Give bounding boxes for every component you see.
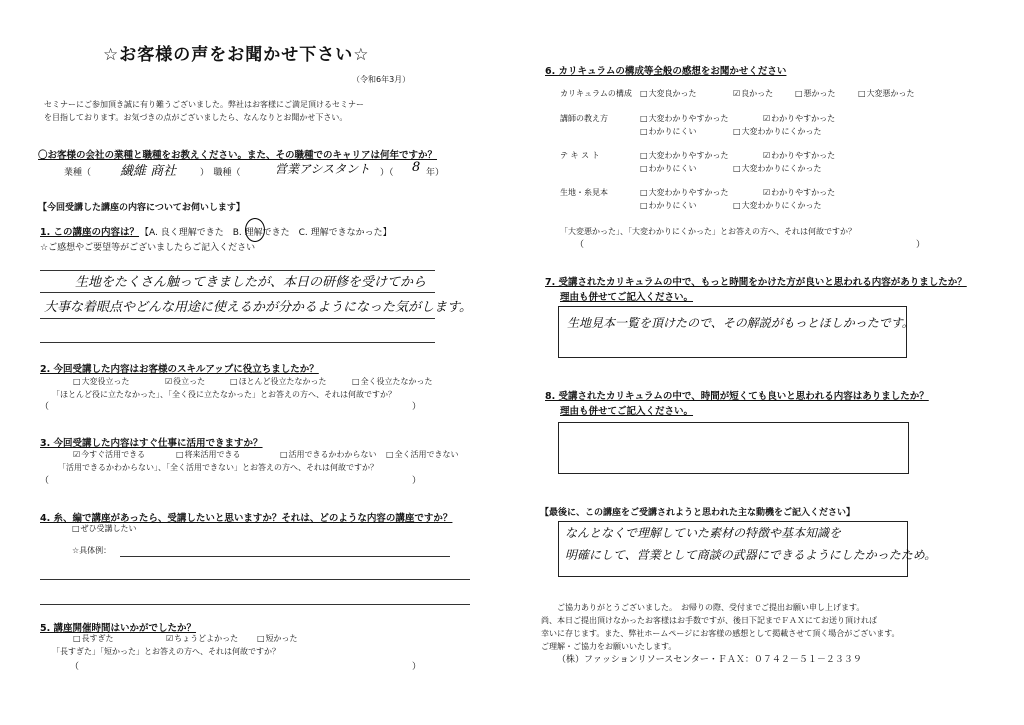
q5-opt-2[interactable]: ☑ ちょうどよかった — [166, 633, 238, 644]
job-value[interactable]: 営業アシスタント — [275, 162, 371, 176]
q6-row-2-opt-2[interactable]: ☑ わかりやすかった — [763, 113, 835, 124]
q4-line-2 — [40, 579, 470, 580]
final-answer-2[interactable]: 明確にして、営業として商談の武器にできるようにしたかったため。 — [565, 548, 937, 562]
q3-opt-2[interactable]: □ 将来活用できる — [176, 449, 241, 460]
q6-row-2-opt-3[interactable]: □ わかりにくい — [640, 126, 697, 137]
q8-sub: 理由も併せてご記入ください。 — [560, 406, 694, 417]
q7-title: 7. 受講されたカリキュラムの中で、もっと時間をかけた方が良いと思われる内容がありましたか？ — [545, 277, 967, 288]
q6-title: 6. カリキュラムの構成等全般の感想をお聞かせください — [545, 66, 787, 77]
q2-paren-close: ） — [412, 402, 422, 412]
q6-row-3-opt-3[interactable]: □ わかりにくい — [640, 163, 697, 174]
q5-title: 5. 講座開催時間はいかがでしたか？ — [40, 623, 197, 634]
q3-opt-1[interactable]: ☑ 今すぐ活用できる — [73, 449, 145, 460]
q6-row-4-opt-2[interactable]: ☑ わかりやすかった — [763, 187, 835, 198]
q3-title: 3. 今回受講した内容はすぐ仕事に活用できますか？ — [40, 438, 263, 449]
q6-row-1-opt-1[interactable]: □ 大変良かった — [640, 88, 697, 99]
q7-answer[interactable]: 生地見本一覧を頂けたので、その解説がもっとほしかったです。 — [567, 316, 914, 330]
q1-title: 1. この講座の内容は？ — [40, 227, 140, 238]
industry-label: 業種（ — [64, 168, 92, 178]
q2-paren-open: （ — [40, 402, 50, 412]
q2-opt-2[interactable]: ☑ 役立った — [165, 376, 205, 387]
q6-row-2-label: 講師の教え方 — [560, 114, 608, 123]
date-label: （令和6年3月） — [352, 75, 411, 84]
footer-company: （株）ファッションリソースセンター・ＦＡＸ：０７４２－５１－２３３９ — [557, 655, 862, 665]
final-answer-1[interactable]: なんとなくで理解していた素材の特徴や基本知識を — [565, 526, 842, 540]
q1-line-4 — [40, 342, 435, 343]
q6-row-3-opt-4[interactable]: □ 大変わかりにくかった — [733, 163, 822, 174]
q5-paren-close: ） — [412, 662, 422, 672]
q6-row-3-opt-1[interactable]: □ 大変わかりやすかった — [640, 150, 729, 161]
footer-line-2: 尚、本日ご提出頂けなかったお客様はお手数ですが、後日下記までＦＡＸにてお送り頂ければ — [541, 616, 877, 625]
q6-row-4-opt-4[interactable]: □ 大変わかりにくかった — [733, 200, 822, 211]
q3-paren-close: ） — [412, 476, 422, 486]
q3-opt-3[interactable]: □ 活用できるかわからない — [280, 449, 377, 460]
q6-row-1-label: カリキュラムの構成 — [560, 89, 632, 98]
q1-answer-1[interactable]: 生地をたくさん触ってきましたが、本日の研修を受けてから — [75, 275, 427, 290]
final-title: 【最後に、この講座をご受講されようと思われた主な動機をご記入ください】 — [540, 508, 856, 518]
q6-paren-close: ） — [916, 240, 926, 250]
q6-row-4-opt-1[interactable]: □ 大変わかりやすかった — [640, 187, 729, 198]
q5-opt-1[interactable]: □ 長すぎた — [73, 633, 114, 644]
q6-row-3-opt-2[interactable]: ☑ わかりやすかった — [763, 150, 835, 161]
q6-row-2-opt-1[interactable]: □ 大変わかりやすかった — [640, 113, 729, 124]
q3-paren-open: （ — [40, 476, 50, 486]
intro-line-1: セミナーにご参加頂き誠に有り難うございました。弊社はお客様にご満足頂けるセミナー — [44, 100, 364, 109]
q6-row-1-opt-2[interactable]: ☑ 良かった — [733, 88, 773, 99]
q6-row-4-label: 生地・糸見本 — [560, 188, 608, 197]
q6-row-1-opt-4[interactable]: □ 大変悪かった — [858, 88, 915, 99]
q5-paren-open: （ — [70, 662, 80, 672]
years-label: ）（ — [380, 168, 394, 178]
q5-opt-3[interactable]: □ 短かった — [257, 633, 298, 644]
q6-row-2-opt-4[interactable]: □ 大変わかりにくかった — [733, 126, 822, 137]
q6-reason: 「大変悪かった」、「大変わかりにくかった」とお答えの方へ、それは何故ですか？ — [560, 227, 856, 236]
footer-line-1: ご協力ありがとうございました。 お帰りの際、受付までご提出お願い申し上げます。 — [557, 603, 865, 612]
q4-line-1 — [120, 556, 450, 557]
intro-line-2: を目指しております。お気づきの点がございましたら、なんなりとお聞かせ下さい。 — [44, 113, 348, 122]
q8-answer-box[interactable] — [558, 422, 909, 474]
q2-opt-3[interactable]: □ ほとんど役立たなかった — [230, 376, 327, 387]
q1-line-3 — [40, 318, 435, 319]
q2-opt-1[interactable]: □ 大変役立った — [73, 376, 130, 387]
q1-line-2 — [40, 292, 435, 293]
q1-answer-2[interactable]: 大事な着眼点やどんな用途に使えるかが分かるようになった気がします。 — [44, 300, 472, 315]
q5-reason: 「長すぎた」「短かった」とお答えの方へ、それは何故ですか？ — [52, 647, 280, 656]
q6-paren-open: （ — [575, 240, 585, 250]
q6-row-1-opt-3[interactable]: □ 悪かった — [795, 88, 836, 99]
q3-opt-4[interactable]: □ 全く活用できない — [386, 449, 459, 460]
years-unit: 年） — [426, 168, 445, 178]
q1-selected-circle — [245, 218, 265, 242]
q2-opt-4[interactable]: □ 全く役立たなかった — [352, 376, 433, 387]
q7-sub: 理由も併せてご記入ください。 — [560, 292, 694, 303]
job-label: ） 職種（ — [200, 168, 241, 178]
q4-title: 4. 糸、編で講座があったら、受講したいと思いますか？それは、どのような内容の講座ですか？ — [40, 513, 453, 524]
section-intro: 【今回受講した講座の内容についてお伺いします】 — [38, 203, 245, 213]
footer-line-3: 幸いに存じます。また、弊社ホームページにお客様の感想として掲載させて頂く場合がございます。 — [541, 629, 900, 638]
q6-row-4-opt-3[interactable]: □ わかりにくい — [640, 200, 697, 211]
q2-title: 2. 今回受講した内容はお客様のスキルアップに役立ちましたか？ — [40, 364, 319, 375]
industry-value[interactable]: 繊維 商社 — [120, 164, 177, 179]
company-question: 〇お客様の会社の業種と職種をお教えください。また、その職種でのキャリアは何年ですか？ — [38, 150, 438, 161]
q1-prompt: ☆ご感想やご要望等がございましたらご記入ください — [40, 243, 256, 253]
q8-title: 8. 受講されたカリキュラムの中で、時間が短くても良いと思われる内容はありましたか？ — [545, 391, 929, 402]
years-value[interactable]: 8 — [412, 160, 421, 175]
q4-opt-1[interactable]: □ ぜひ受講したい — [72, 523, 137, 534]
q4-example-label: ☆具体例： — [72, 546, 112, 555]
q2-reason: 「ほとんど役に立たなかった」、「全く役に立たなかった」とお答えの方へ、それは何故ですか？ — [52, 390, 396, 399]
q4-line-3 — [40, 604, 470, 605]
q3-reason: 「活用できるかわからない」、「全く活用できない」とお答えの方へ、それは何故ですか？ — [58, 463, 378, 472]
q6-row-3-label: テ キ ス ト — [560, 151, 600, 160]
footer-line-4: ご理解・ご協力をお願いいたします。 — [541, 642, 677, 651]
page-title: ☆お客様の声をお聞かせ下さい☆ — [103, 45, 370, 65]
q1-options: 【A. 良く理解できた B. 理解できた C. 理解できなかった】 — [140, 228, 392, 238]
